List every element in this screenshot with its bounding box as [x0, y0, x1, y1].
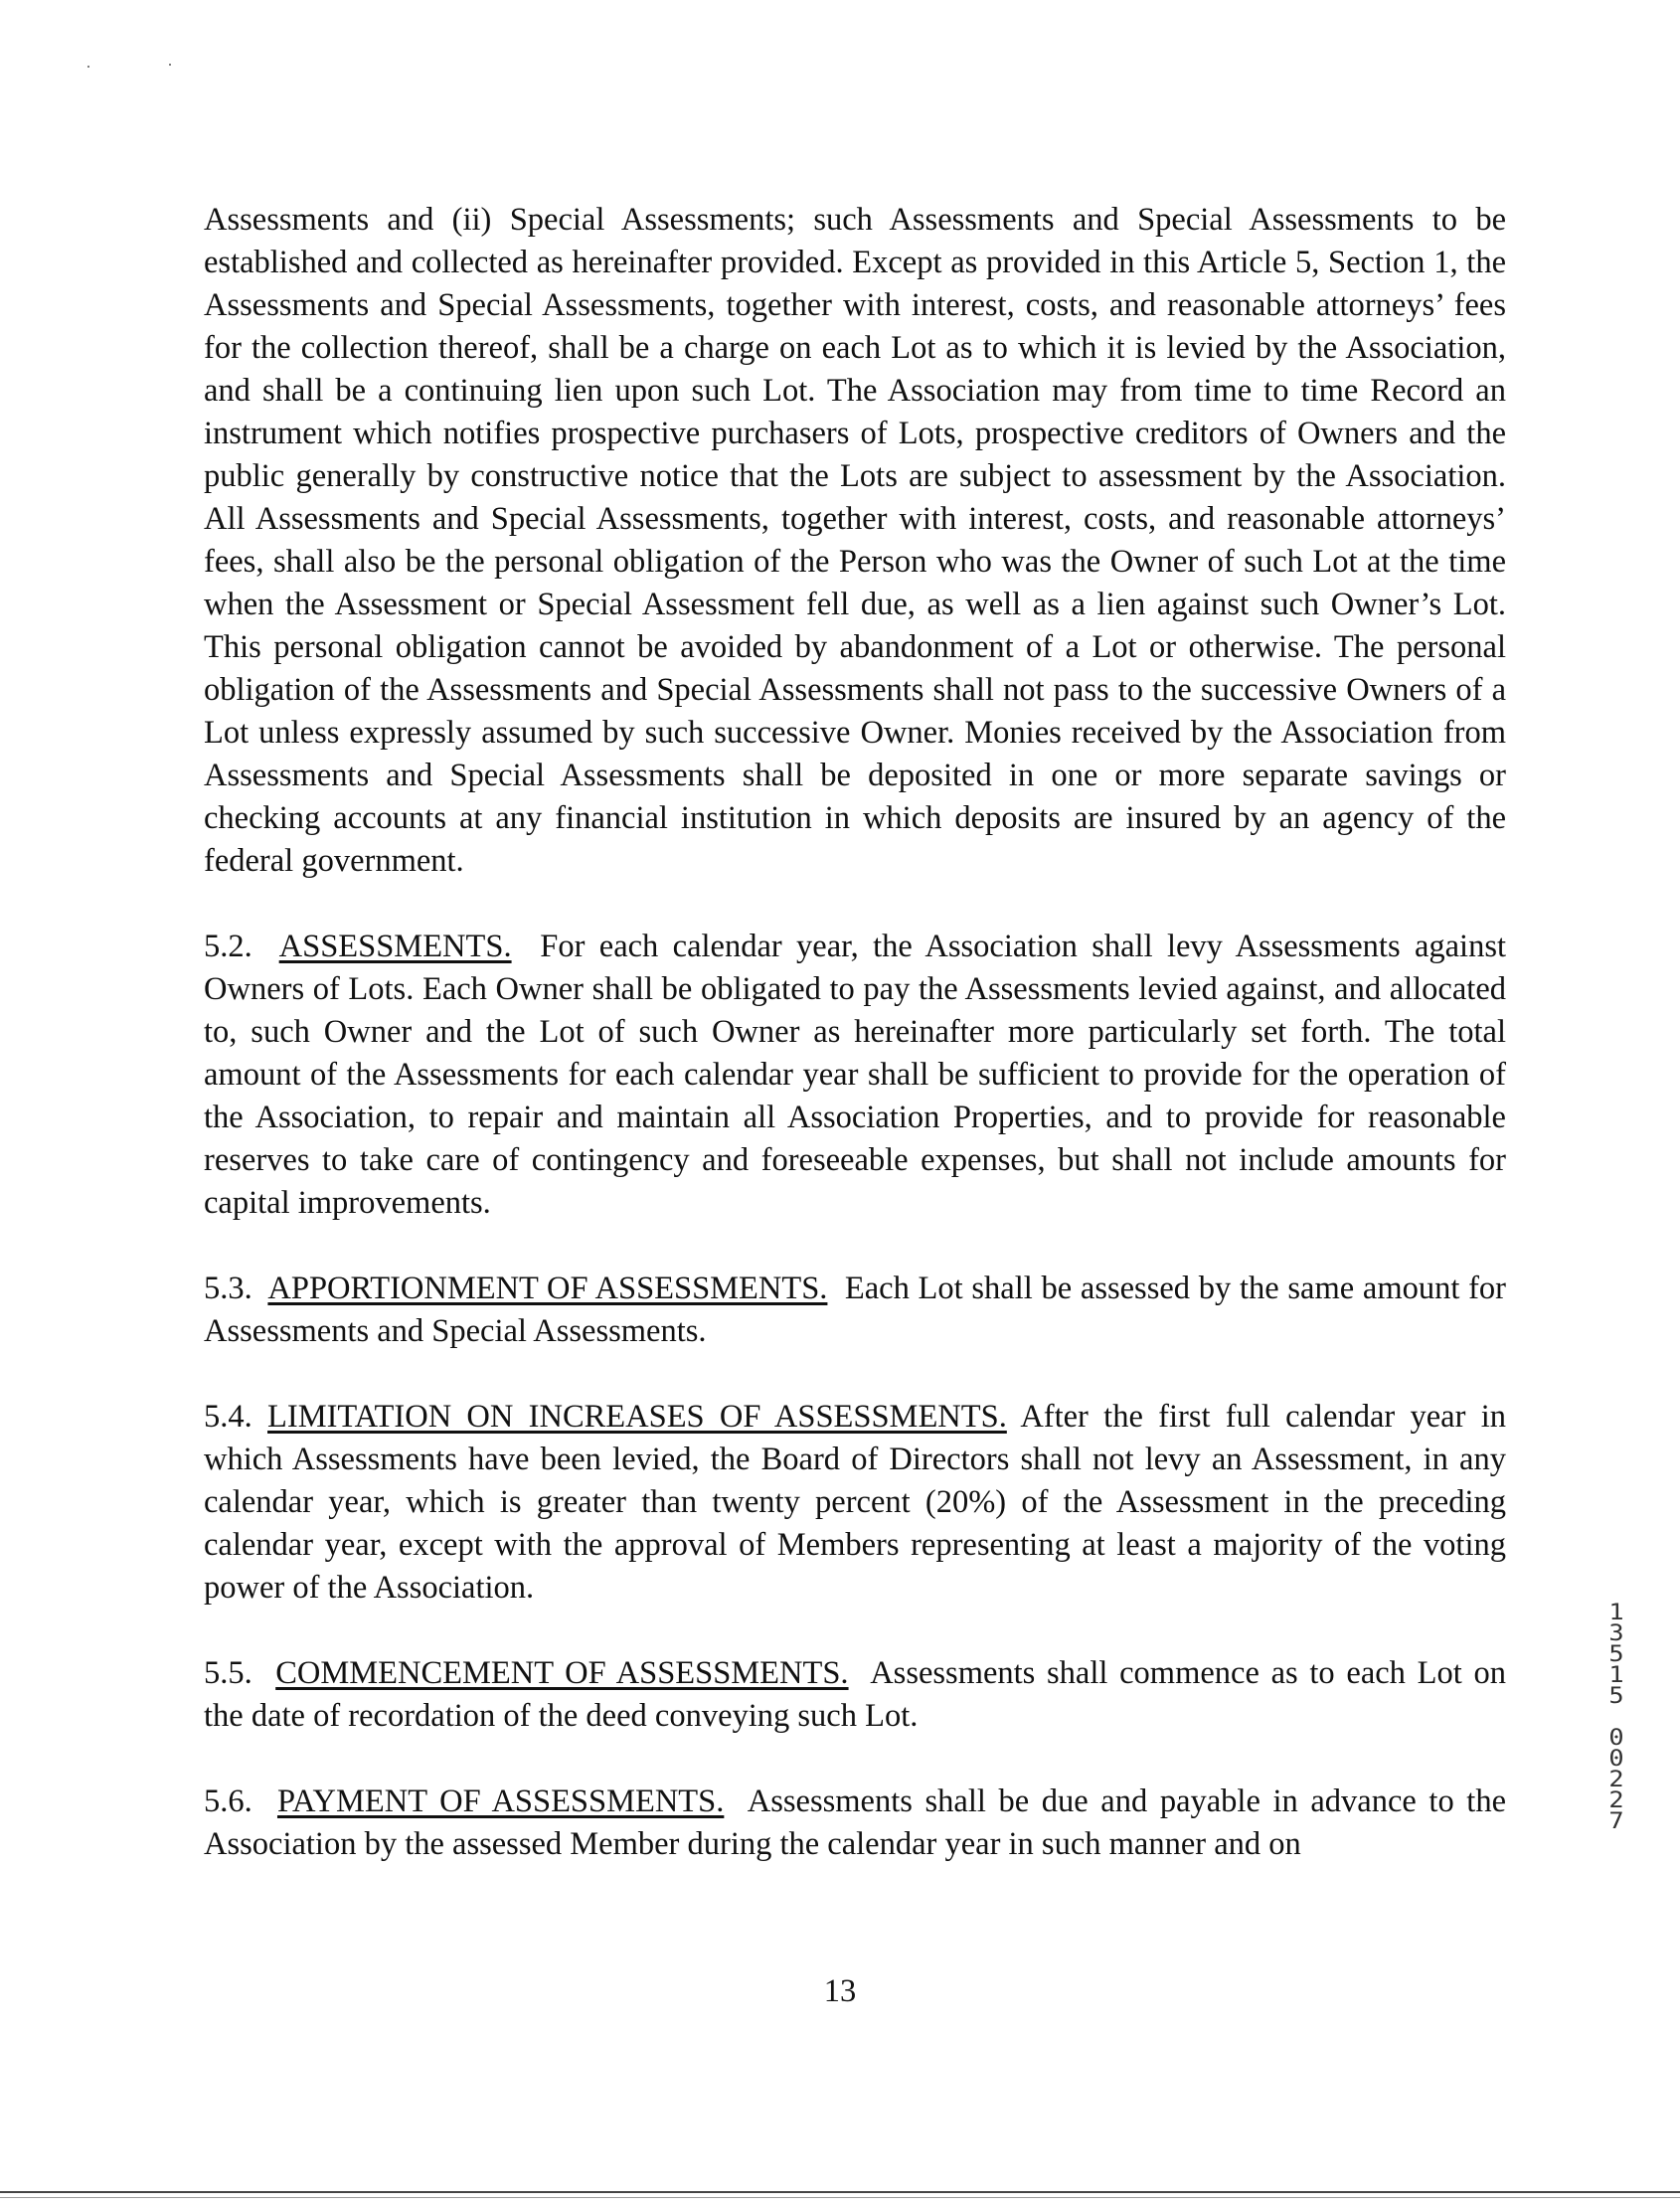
section-heading: APPORTIONMENT OF ASSESSMENTS. [267, 1271, 828, 1306]
section-heading: PAYMENT OF ASSESSMENTS. [276, 1784, 725, 1819]
stamp-digit: 5 [1608, 1684, 1624, 1709]
section-number: 5.6. [204, 1784, 252, 1819]
document-body [204, 199, 1506, 1909]
section-text: Assessments shall be due and payable in advance to the Association by the assessed Member during the calendar year in such manner and on [204, 1784, 1507, 1862]
paragraph-text: Assessments and (ii) Special Assessments; such Assessments and Special Assessments to be established and collected as hereinafter provided. Except as provided in this Article 5, Section 1, the Assessments and Special Assessments, together with interest, costs, and reasonable attorneys’ fees for the collection thereof, shall be a charge on each Lot as to which it is levied by the Association, and shall be a continuing lien upon such Lot. The Association may from time to time Record an instrument which notifies prospective purchasers of Lots, prospective creditors of Owners and the public generally by constructive notice that the Lots are subject to assessment by the Association. All Assessments and Special Assessments, together with interest, costs, and reasonable attorneys’ fees, shall also be the personal obligation of the Person who was the Owner of such Lot at the time when the Assessment or Special Assessment fell due, as well as a lien against such Owner’s Lot. This personal obligation cannot be avoided by abandonment of a Lot or otherwise. The personal obligation of the Assessments and Special Assessments shall not pass to the successive Owners of a Lot unless expressly assumed by such successive Owner. Monies received by the Association from Assessments and Special Assessments shall be deposited in one or more separate savings or checking accounts at any financial institution in which deposits are insured by an agency of the federal government. [204, 202, 1506, 879]
section-text: Each Lot shall be assessed by the same amount for Assessments and Special Assessments. [204, 1271, 1506, 1349]
stamp-digit: 2 [1608, 1768, 1624, 1792]
section-number: 5.2. [204, 929, 252, 964]
section-number: 5.5. [204, 1655, 252, 1691]
scan-bottom-edge [0, 2191, 1680, 2193]
stamp-digit: 0 [1608, 1726, 1624, 1751]
stamp-digit: 1 [1608, 1601, 1624, 1625]
page-number: 13 [823, 1973, 857, 2009]
scan-artifacts [0, 0, 1680, 119]
section-5-5 [204, 1652, 1506, 1738]
stamp-digit: 5 [1608, 1642, 1624, 1667]
section-heading: ASSESSMENTS. [278, 929, 512, 964]
section-number: 5.4. [204, 1399, 252, 1435]
section-text: For each calendar year, the Association shall levy Assessments against Owners of Lots. Each Owner shall be obligated to pay the Assessments levied against, and allocated to, such Owner and the Lot of such Owner as hereinafter more particularly set forth. The total amount of the Assessments for each calendar year shall be sufficient to provide for the operation of the Association, to repair and maintain all Association Properties, and to provide for reasonable reserves to take care of contingency and foreseeable expenses, but shall not include amounts for capital improvements. [204, 929, 1506, 1221]
scan-bottom-edge-faint [0, 2197, 1680, 2198]
section-heading: COMMENCEMENT OF ASSESSMENTS. [275, 1655, 849, 1691]
stamp-digit: 2 [1608, 1788, 1624, 1813]
stamp-digit: 3 [1608, 1621, 1624, 1646]
section-text: Assessments shall commence as to each Lot on the date of recordation of the deed conveying such Lot. [204, 1655, 1506, 1734]
stamp-digit: 1 [1608, 1663, 1624, 1688]
paragraph-continuation [204, 199, 1506, 883]
section-text: After the first full calendar year in which Assessments have been levied, the Board of Directors shall not levy an Assessment, in any calendar year, which is greater than twenty percent (20%) of the Assessment in the preceding calendar year, except with the approval of Members representing at least a majority of the voting power of the Association. [204, 1399, 1506, 1606]
stamp-digit: 7 [1608, 1809, 1624, 1834]
section-5-6 [204, 1781, 1506, 1866]
stamp-digit: 0 [1608, 1747, 1624, 1772]
section-number: 5.3. [204, 1271, 252, 1306]
section-5-3 [204, 1268, 1506, 1353]
section-5-2 [204, 926, 1506, 1225]
stamp-gap [1602, 1707, 1630, 1728]
section-heading: LIMITATION ON INCREASES OF ASSESSMENTS. [267, 1399, 1007, 1435]
scan-speck [169, 64, 171, 66]
margin-recording-stamp [1602, 1603, 1630, 1832]
section-5-4 [204, 1396, 1506, 1610]
scan-speck [87, 66, 89, 68]
